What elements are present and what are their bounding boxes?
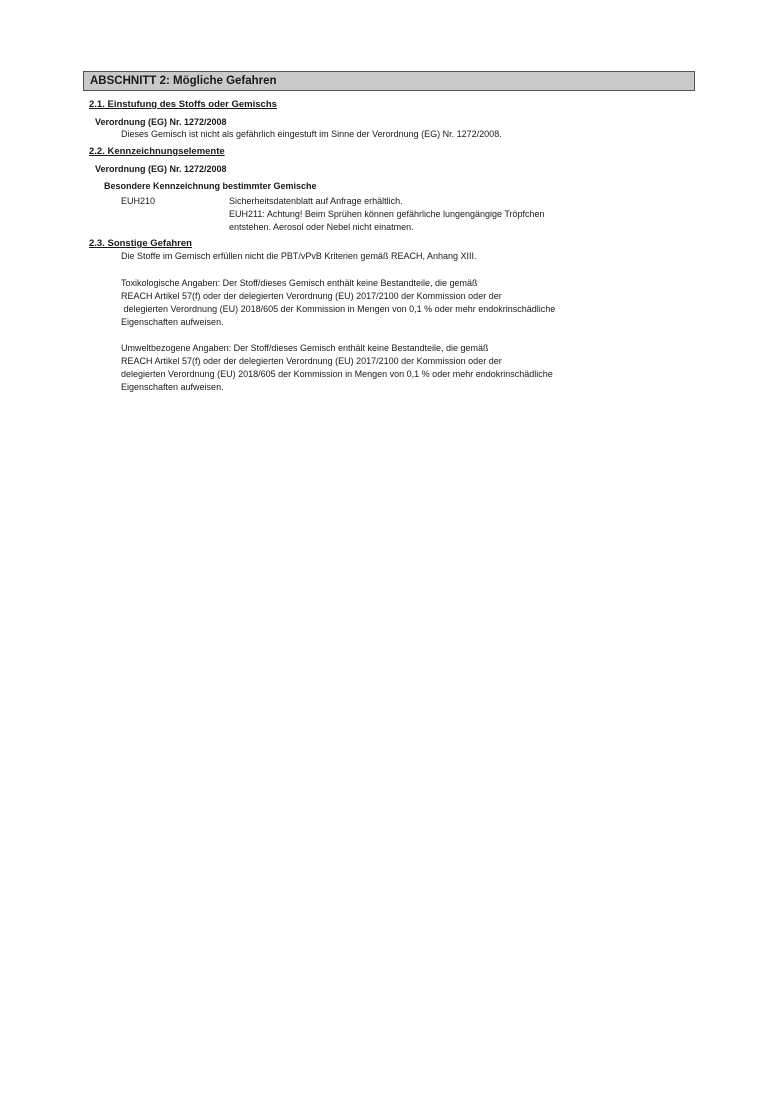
regulation-label-2-1: Verordnung (EG) Nr. 1272/2008 — [95, 117, 227, 127]
env-text-line: REACH Artikel 57(f) oder der delegierten Verordnung (EU) 2017/2100 der Kommission oder der — [121, 356, 502, 366]
regulation-label-2-2: Verordnung (EG) Nr. 1272/2008 — [95, 164, 227, 174]
env-text-line: Eigenschaften aufweisen. — [121, 382, 224, 392]
tox-text-line: Toxikologische Angaben: Der Stoff/dieses Gemisch enthält keine Bestandteile, die gemäß — [121, 278, 478, 288]
subsection-2-3-heading: 2.3. Sonstige Gefahren — [89, 238, 192, 249]
special-labelling-heading: Besondere Kennzeichnung bestimmter Gemische — [104, 181, 317, 191]
section-header: ABSCHNITT 2: Mögliche Gefahren — [83, 71, 695, 91]
subsection-2-2-heading: 2.2. Kennzeichnungselemente — [89, 146, 225, 157]
euh211-text-line2: entstehen. Aerosol oder Nebel nicht einatmen. — [229, 222, 414, 232]
euh210-text: Sicherheitsdatenblatt auf Anfrage erhältlich. — [229, 196, 403, 206]
env-text-line: Umweltbezogene Angaben: Der Stoff/dieses Gemisch enthält keine Bestandteile, die gemäß — [121, 343, 489, 353]
subsection-2-1-heading: 2.1. Einstufung des Stoffs oder Gemischs — [89, 99, 277, 110]
env-text-line: delegierten Verordnung (EU) 2018/605 der Kommission in Mengen von 0,1 % oder mehr endokrinschädliche — [121, 369, 553, 379]
tox-text-line: delegierten Verordnung (EU) 2018/605 der Kommission in Mengen von 0,1 % oder mehr endokrinschädliche — [121, 304, 556, 314]
euh211-text-line1: EUH211: Achtung! Beim Sprühen können gefährliche lungengängige Tröpfchen — [229, 209, 545, 219]
euh-code: EUH210 — [121, 196, 156, 206]
tox-text-line: Eigenschaften aufweisen. — [121, 317, 224, 327]
classification-text: Dieses Gemisch ist nicht als gefährlich eingestuft im Sinne der Verordnung (EG) Nr. 1272/2008. — [121, 129, 502, 139]
tox-text-line: REACH Artikel 57(f) oder der delegierten Verordnung (EU) 2017/2100 der Kommission oder der — [121, 291, 502, 301]
pbt-text: Die Stoffe im Gemisch erfüllen nicht die PBT/vPvB Kriterien gemäß REACH, Anhang XIII. — [121, 251, 477, 261]
